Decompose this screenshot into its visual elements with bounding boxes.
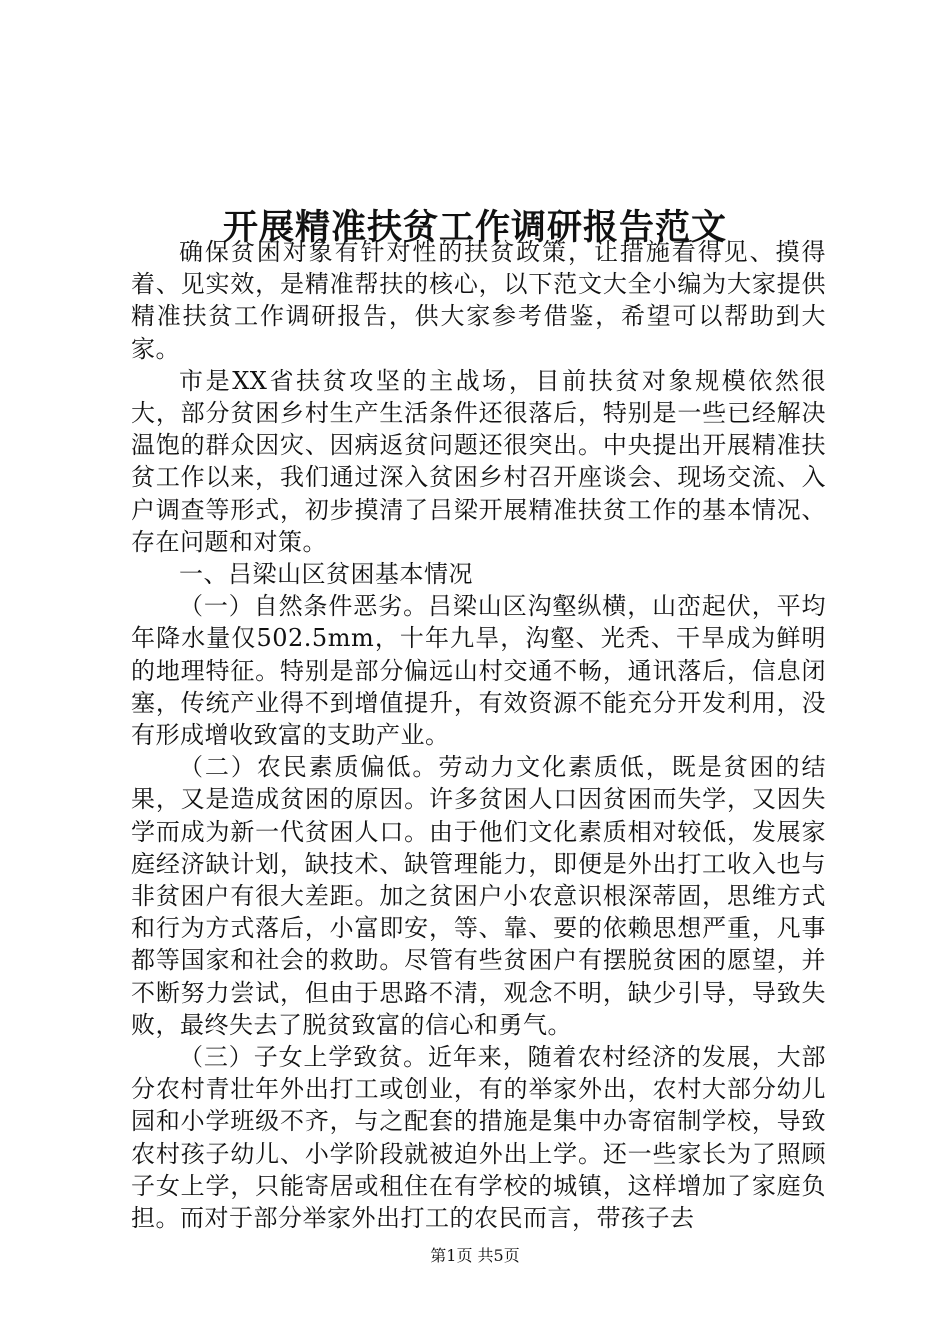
subsection-paragraph-1: （一）自然条件恶劣。吕梁山区沟壑纵横，山峦起伏，平均年降水量仅502.5mm，十年九旱，沟壑、光秃、干旱成为鲜明的地理特征。特别是部分偏远山村交通不畅，通讯落后，信息闭塞，传统产业得不到增值提升，有效资源不能充分开发利用，没有形成增收致富的支助产业。 bbox=[131, 592, 826, 750]
document-title: 开展精准扶贫工作调研报告范文 bbox=[222, 207, 727, 249]
subsection-paragraph-3: （三）子女上学致贫。近年来，随着农村经济的发展，大部分农村青壮年外出打工或创业，有的举家外出，农村大部分幼儿园和小学班级不齐，与之配套的措施是集中办寄宿制学校，导致农村孩子幼儿、小学阶段就被迫外出上学。还一些家长为了照顾子女上学，只能寄居或租住在有学校的城镇，这样增加了家庭负担。而对于部分举家外出打工的农民而言，带孩子去 bbox=[131, 1043, 826, 1233]
intro-paragraph: 确保贫困对象有针对性的扶贫政策，让措施看得见、摸得着、见实效，是精准帮扶的核心，以下范文大全小编为大家提供精准扶贫工作调研报告，供大家参考借鉴，希望可以帮助到大家。 bbox=[131, 238, 826, 363]
document-body bbox=[131, 236, 826, 1234]
background-paragraph: 市是XX省扶贫攻坚的主战场，目前扶贫对象规模依然很大，部分贫困乡村生产生活条件还很落后，特别是一些已经解决温饱的群众因灾、因病返贫问题还很突出。中央提出开展精准扶贫工作以来，我们通过深入贫困乡村召开座谈会、现场交流、入户调查等形式，初步摸清了吕梁开展精准扶贫工作的基本情况、存在问题和对策。 bbox=[131, 366, 826, 556]
subsection-paragraph-2: （二）农民素质偏低。劳动力文化素质低，既是贫困的结果，又是造成贫困的原因。许多贫困人口因贫困而失学，又因失学而成为新一代贫困人口。由于他们文化素质相对较低，发展家庭经济缺计划，缺技术、缺管理能力，即便是外出打工收入也与非贫困户有很大差距。加之贫困户小农意识根深蒂固，思维方式和行为方式落后，小富即安，等、靠、要的依赖思想严重，凡事都等国家和社会的救助。尽管有些贫困户有摆脱贫困的愿望，并不断努力尝试，但由于思路不清，观念不明，缺少引导，导致失败，最终失去了脱贫致富的信心和勇气。 bbox=[131, 753, 826, 1039]
section-heading: 一、吕梁山区贫困基本情况 bbox=[179, 560, 473, 589]
page-footer: 第1页 共5页 bbox=[430, 1246, 520, 1265]
